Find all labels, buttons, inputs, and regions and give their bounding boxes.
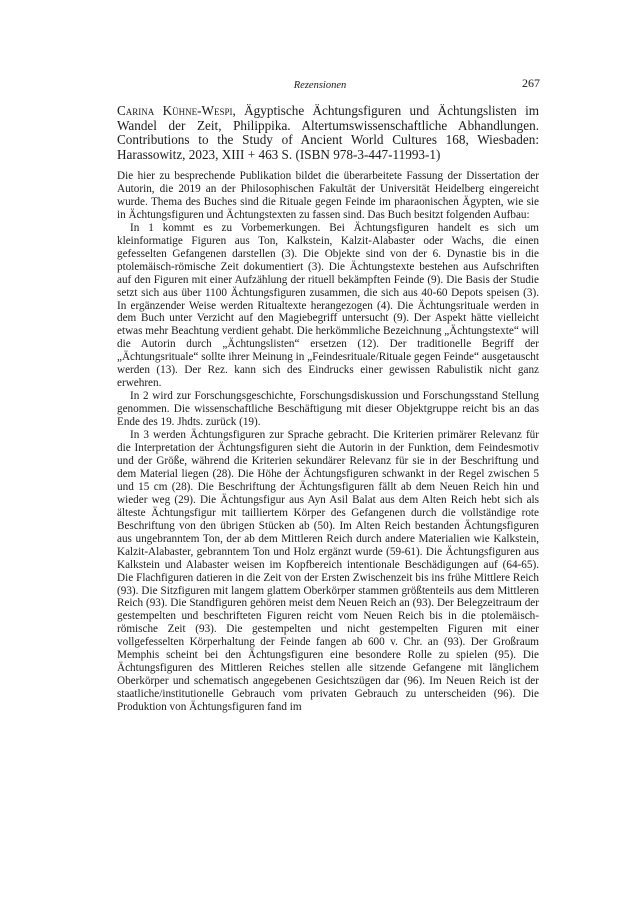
paragraph-chapter-1: In 1 kommt es zu Vorbemerkungen. Bei Ächtungsfiguren handelt es sich um kleinformatige Figuren aus Ton, Kalkstein, Kalzit-Alabaster oder Wachs, die einen gefesselten Gefangenen darstellen (3). Die Objekte sind von der 6. Dynastie bis in die ptolemäisch-römische Zeit dokumentiert (3). Die Ächtungstexte bestehen aus Aufschriften auf den Figuren mit einer Aufzählung der rituell bekämpften Feinde (9). Die Basis der Studie setzt sich aus über 1100 Ächtungsfiguren zusammen, die sich aus 40-60 Depots speisen (3). In ergänzender Weise werden Ritualtexte herangezogen (4). Die Ächtungsrituale werden in dem Buch unter Verzicht auf den Magiebegriff untersucht (9). Der Aspekt hätte vielleicht etwas mehr Beachtung verdient gehabt. Die herkömmliche Bezeichnung „Ächtungstexte“ will die Autorin durch „Ächtungslisten“ ersetzen (12). Der traditionelle Begriff der „Ächtungsrituale“ sollte ihrer Meinung in „Feindesrituale/Rituale gegen Feinde“ ausgetauscht werden (13). Der Rez. kann sich des Eindrucks einer gewissen Rabulistik nicht ganz erwehren. [117, 221, 539, 390]
running-title: Rezensionen [293, 80, 347, 91]
book-bibliographic-details: , Ägyptische Ächtungsfiguren und Ächtungslisten im Wandel der Zeit, Philippika. Altertumswissenschaftliche Abhandlungen. Contributions to the Study of Ancient World Cultures 168, Wiesbaden: Harassowitz, 2023, XIII + 463 S. (ISBN 978-3-447-11993-1) [117, 103, 539, 162]
paragraph-intro: Die hier zu besprechende Publikation bildet die überarbeitete Fassung der Dissertation der Autorin, die 2019 an der Philosophischen Fakultät der Universität Heidelberg eingereicht wurde. Thema des Buches sind die Rituale gegen Feinde im pharaonischen Ägypten, wie sie in Ächtungsfiguren und Ächtungstexten zu fassen sind. Das Buch besitzt folgenden Aufbau: [117, 170, 539, 221]
review-citation [117, 104, 539, 162]
book-author: Carina Kühne-Wespi [117, 103, 233, 118]
paragraph-chapter-2: In 2 wird zur Forschungsgeschichte, Forschungsdiskussion und Forschungsstand Stellung genommen. Die wissenschaftliche Beschäftigung mit dieser Objektgruppe reicht bis an das Ende des 19. Jhdts. zurück (19). [117, 390, 539, 429]
review-body [117, 170, 539, 714]
paragraph-chapter-3: In 3 werden Ächtungsfiguren zur Sprache gebracht. Die Kriterien primärer Relevanz für die Interpretation der Ächtungsfiguren sieht die Autorin in der Funktion, dem Feindesmotiv und der Größe, während die Kriterien sekundärer Relevanz für sie in der Beschriftung und dem Material liegen (28). Die Höhe der Ächtungsfiguren schwankt in der Regel zwischen 5 und 15 cm (28). Die Beschriftung der Ächtungsfiguren fällt ab dem Neuen Reich hin und wieder weg (29). Die Ächtungsfigur aus Ayn Asil Balat aus dem Alten Reich hebt sich als älteste Ächtungsfigur mit tailliertem Körper des Gefangenen durch die vollständige rote Beschriftung von den übrigen Stücken ab (50). Im Alten Reich bestanden Ächtungsfiguren aus ungebranntem Ton, der ab dem Mittleren Reich durch andere Materialien wie Kalkstein, Kalzit-Alabaster, gebranntem Ton und Holz ergänzt wurde (59-61). Die Ächtungsfiguren aus Kalkstein und Alabaster weisen im Kopfbereich intentionale Beschädigungen auf (64-65). Die Flachfiguren datieren in die Zeit von der Ersten Zwischenzeit bis ins frühe Mittlere Reich (93). Die Sitzfiguren mit langem glattem Oberkörper stammen größtenteils aus dem Mittleren Reich (93). Die Standfiguren gehören meist dem Neuen Reich an (93). Der Belegzeitraum der gestempelten und beschrifteten Figuren reicht vom Neuen Reich bis in die ptolemäisch-römische Zeit (93). Die gestempelten und nicht gestempelten Figuren mit einer vollgefesselten Körperhaltung der Feinde fangen ab 600 v. Chr. an (93). Der Großraum Memphis scheint bei den Ächtungsfiguren eine besondere Rolle zu spielen (95). Die Ächtungsfiguren des Mittleren Reiches stellen alle sitzende Gefangene mit länglichem Oberkörper und schematisch angegebenen Gesichtszügen dar (96). Im Neuen Reich ist der staatliche/institutionelle Gebrauch vom privaten Gebrauch zu unterscheiden (96). Die Produktion von Ächtungsfiguren fand im [117, 429, 539, 714]
page-number: 267 [522, 76, 540, 90]
